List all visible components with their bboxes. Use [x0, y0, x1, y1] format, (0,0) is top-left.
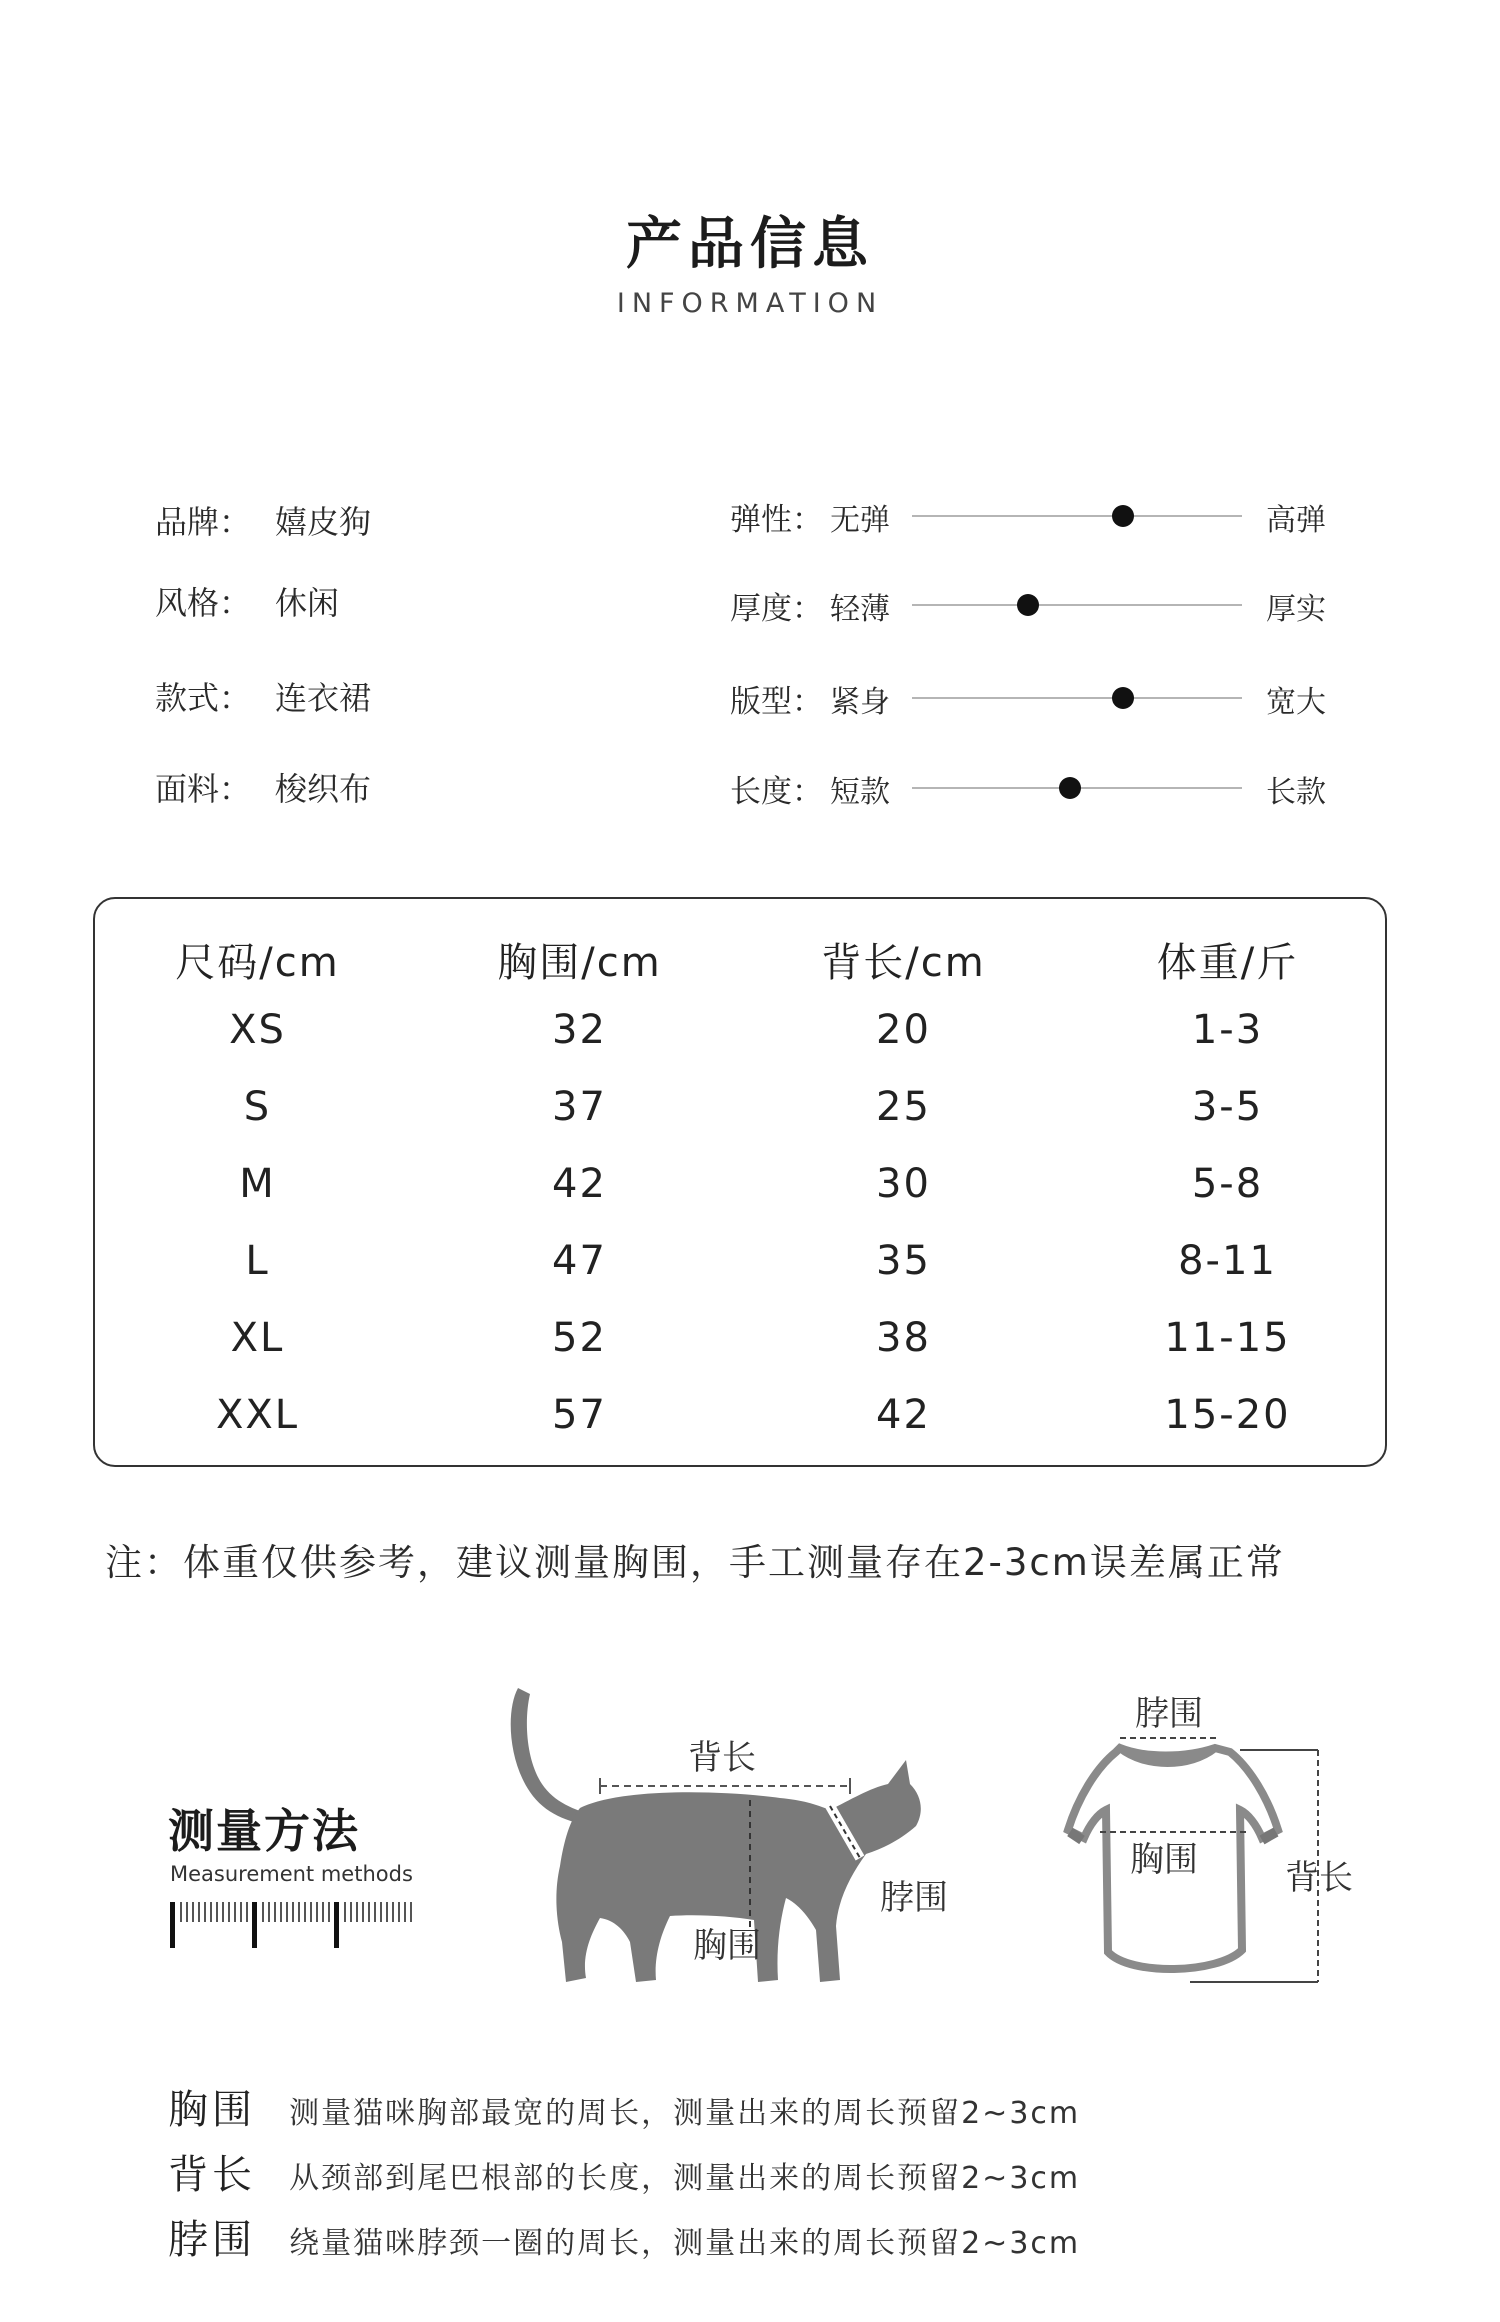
scale-label: 厚度：	[730, 591, 823, 627]
attr-label: 款式：	[155, 679, 252, 717]
attr-value: 休闲	[275, 584, 340, 622]
table-cell: 11-15	[1164, 1315, 1291, 1361]
desc-term: 背长	[168, 2152, 256, 2198]
table-cell: XS	[229, 1007, 286, 1053]
attr-value: 嬉皮狗	[275, 503, 372, 541]
desc-term: 胸围	[168, 2087, 256, 2133]
scale-min-label: 轻薄	[830, 592, 890, 627]
cat-back-label: 背长	[688, 1738, 756, 1778]
attr-label: 风格：	[155, 584, 252, 622]
attr-fabric	[155, 764, 371, 810]
table-cell: 32	[552, 1007, 607, 1053]
attr-label: 品牌：	[155, 503, 252, 541]
scale-label: 弹性：	[730, 502, 823, 538]
table-cell: 35	[876, 1238, 931, 1284]
table-cell: 37	[552, 1084, 607, 1130]
table-cell: 42	[552, 1161, 607, 1207]
cat-chest-label: 胸围	[693, 1926, 761, 1966]
table-cell: 15-20	[1164, 1392, 1291, 1438]
size-note: 注：体重仅供参考，建议测量胸围，手工测量存在2-3cm误差属正常	[105, 1541, 1285, 1584]
scale-marker	[1017, 594, 1039, 616]
table-header: 胸围/cm	[497, 940, 662, 986]
scale-thickness	[730, 583, 1330, 627]
table-cell: 8-11	[1178, 1238, 1277, 1284]
cat-neck-label: 脖围	[880, 1878, 948, 1918]
desc-text: 绕量猫咪脖颈一圈的周长，测量出来的周长预留2~3cm	[289, 2226, 1081, 2261]
table-header: 体重/斤	[1156, 940, 1299, 986]
table-cell: XXL	[215, 1392, 300, 1438]
measure-title: 测量方法	[168, 1804, 360, 1858]
scale-max-label: 宽大	[1266, 685, 1326, 720]
table-cell: 57	[552, 1392, 607, 1438]
attr-type	[155, 673, 371, 719]
table-header: 背长/cm	[821, 940, 986, 986]
table-cell: L	[245, 1238, 270, 1284]
table-cell: 1-3	[1191, 1007, 1264, 1053]
table-cell: 3-5	[1191, 1084, 1264, 1130]
table-cell: 5-8	[1191, 1161, 1264, 1207]
desc-text: 测量猫咪胸部最宽的周长，测量出来的周长预留2~3cm	[289, 2096, 1081, 2131]
table-cell: XL	[230, 1315, 285, 1361]
table-cell: 20	[876, 1007, 931, 1053]
shirt-neck-label: 脖围	[1135, 1694, 1203, 1734]
table-cell: S	[243, 1084, 272, 1130]
table-row	[95, 1392, 1385, 1452]
scale-elasticity	[730, 494, 1330, 538]
scale-marker	[1112, 687, 1134, 709]
table-cell: M	[239, 1161, 276, 1207]
desc-row-back	[168, 2143, 1080, 2200]
scale-label: 长度：	[730, 774, 823, 810]
scale-max-label: 高弹	[1266, 503, 1326, 538]
scale-min-label: 紧身	[830, 685, 890, 720]
table-row	[95, 1084, 1385, 1144]
table-row	[95, 1238, 1385, 1298]
scale-track	[912, 604, 1242, 606]
table-cell: 52	[552, 1315, 607, 1361]
scale-marker	[1112, 505, 1134, 527]
table-cell: 47	[552, 1238, 607, 1284]
page-title: 产品信息	[626, 212, 874, 277]
table-cell: 30	[876, 1161, 931, 1207]
ruler-icon	[170, 1902, 420, 1952]
desc-row-chest	[168, 2078, 1080, 2135]
scale-fit	[730, 676, 1330, 720]
table-row	[95, 1161, 1385, 1221]
attr-label: 面料：	[155, 770, 252, 808]
page-subtitle: INFORMATION	[616, 288, 884, 319]
attr-value: 连衣裙	[275, 679, 372, 717]
desc-term: 脖围	[168, 2217, 256, 2263]
size-table	[93, 897, 1387, 1467]
scale-label: 版型：	[730, 684, 823, 720]
desc-text: 从颈部到尾巴根部的长度，测量出来的周长预留2~3cm	[289, 2161, 1081, 2196]
scale-min-label: 短款	[830, 775, 890, 810]
scale-length	[730, 766, 1330, 810]
table-header: 尺码/cm	[175, 940, 340, 986]
table-row	[95, 1007, 1385, 1067]
scale-min-label: 无弹	[830, 503, 890, 538]
table-row	[95, 1315, 1385, 1375]
shirt-chest-label: 胸围	[1130, 1840, 1198, 1880]
attr-value: 梭织布	[275, 770, 372, 808]
table-cell: 25	[876, 1084, 931, 1130]
scale-track	[912, 515, 1242, 517]
attr-brand	[155, 497, 371, 543]
attr-style	[155, 578, 339, 624]
scale-track	[912, 697, 1242, 699]
table-cell: 38	[876, 1315, 931, 1361]
table-cell: 42	[876, 1392, 931, 1438]
measure-subtitle: Measurement methods	[170, 1862, 413, 1886]
desc-row-neck	[168, 2208, 1080, 2265]
scale-max-label: 长款	[1266, 775, 1326, 810]
scale-marker	[1059, 777, 1081, 799]
shirt-back-label: 背长	[1285, 1858, 1353, 1898]
scale-max-label: 厚实	[1266, 592, 1326, 627]
